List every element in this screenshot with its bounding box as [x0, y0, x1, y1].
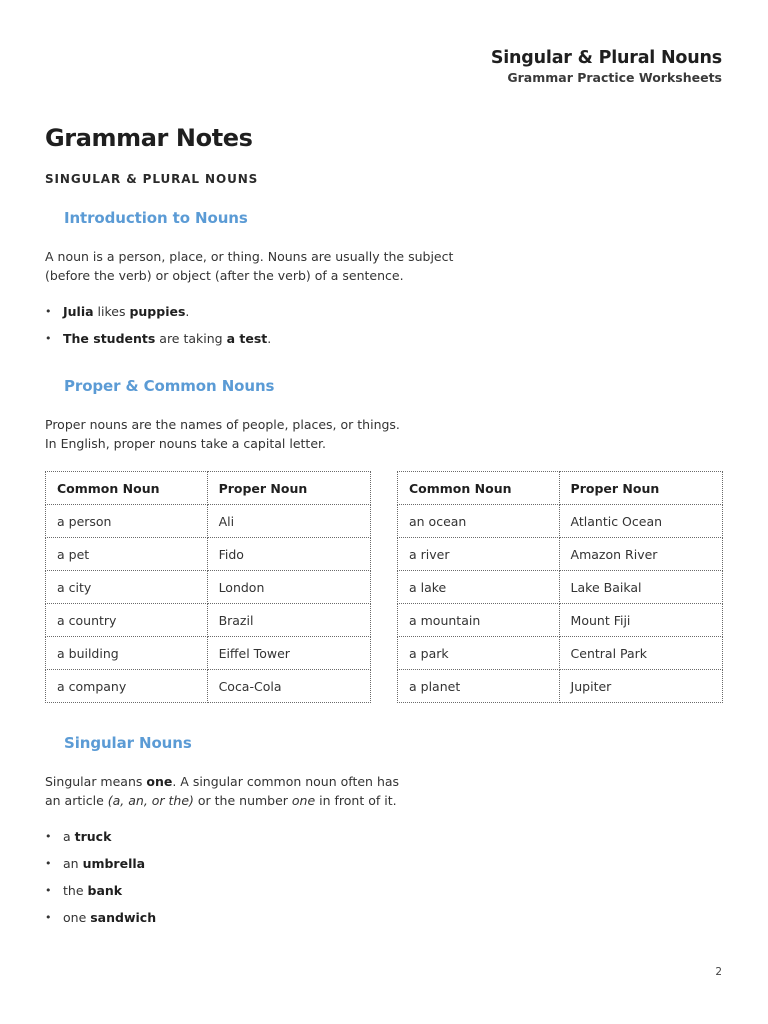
column-header-common: Common Noun	[46, 472, 208, 505]
table-row	[398, 637, 723, 670]
example-verb: are taking	[155, 331, 227, 346]
intro-paragraph-line: A noun is a person, place, or thing. Nouns are usually the subject	[45, 249, 454, 264]
number-italic: one	[291, 792, 316, 808]
common-noun-cell: a river	[398, 538, 560, 571]
text-run: Singular means	[45, 774, 147, 789]
proper-noun-cell: Fido	[207, 538, 370, 571]
list-item	[45, 330, 271, 357]
example-subject: The students	[63, 331, 156, 346]
singular-paragraph-line	[45, 773, 399, 792]
example-subject: Julia	[63, 304, 94, 319]
intro-paragraph	[45, 248, 453, 285]
common-noun-cell: a building	[46, 637, 208, 670]
common-noun-cell: a mountain	[398, 604, 560, 637]
header-title: Singular & Plural Nouns	[490, 48, 722, 68]
text-run: an article	[45, 792, 108, 808]
proper-noun-cell: Brazil	[207, 604, 370, 637]
proper-common-paragraph-line: In English, proper nouns take a capital letter.	[45, 435, 326, 451]
table-row	[398, 505, 723, 538]
table-row	[398, 538, 723, 571]
intro-heading: Introduction to Nouns	[64, 209, 248, 227]
page-number: 2	[715, 966, 722, 978]
intro-example-list	[45, 303, 271, 357]
example-object: puppies	[129, 304, 186, 319]
common-noun-cell: a country	[46, 604, 208, 637]
list-item	[45, 303, 271, 330]
proper-noun-cell: Coca-Cola	[207, 670, 370, 703]
proper-noun-cell: Eiffel Tower	[207, 637, 370, 670]
articles-italic: (a, an, or the)	[107, 792, 194, 808]
common-noun-cell: a planet	[398, 670, 560, 703]
noun-table-right	[397, 471, 723, 703]
page-title: Grammar Notes	[45, 124, 253, 152]
proper-noun-cell: Central Park	[559, 637, 722, 670]
intro-paragraph-line: (before the verb) or object (after the verb) of a sentence.	[45, 267, 404, 283]
common-noun-cell: a company	[46, 670, 208, 703]
common-noun-cell: a person	[46, 505, 208, 538]
list-item	[45, 828, 156, 855]
table-header-row	[46, 472, 371, 505]
list-item	[45, 855, 156, 882]
bullet-icon: •	[45, 830, 52, 843]
proper-noun-cell: London	[207, 571, 370, 604]
singular-example-list	[45, 828, 156, 936]
common-noun-cell: a park	[398, 637, 560, 670]
text-run: or the number	[193, 792, 292, 808]
example-verb: likes	[93, 304, 130, 319]
bullet-icon: •	[45, 911, 52, 924]
column-header-proper: Proper Noun	[559, 472, 722, 505]
example-noun: bank	[87, 883, 123, 898]
table-row	[398, 604, 723, 637]
table-row	[46, 505, 371, 538]
column-header-proper: Proper Noun	[207, 472, 370, 505]
bullet-icon: •	[45, 332, 52, 345]
singular-paragraph	[45, 773, 399, 810]
proper-noun-cell: Jupiter	[559, 670, 722, 703]
text-run: . A singular common noun often has	[172, 774, 400, 789]
proper-noun-cell: Ali	[207, 505, 370, 538]
example-noun: umbrella	[82, 856, 146, 871]
example-period: .	[185, 304, 190, 319]
document-header	[491, 47, 722, 86]
example-article: the	[63, 883, 88, 898]
text-run: in front of it.	[315, 792, 397, 808]
common-noun-cell: a lake	[398, 571, 560, 604]
proper-noun-cell: Amazon River	[559, 538, 722, 571]
section-kicker: SINGULAR & PLURAL NOUNS	[45, 172, 259, 186]
proper-noun-cell: Lake Baikal	[559, 571, 722, 604]
bullet-icon: •	[45, 884, 52, 897]
example-article: an	[63, 856, 83, 871]
list-item	[45, 882, 156, 909]
column-header-common: Common Noun	[398, 472, 560, 505]
table-row	[46, 571, 371, 604]
proper-common-paragraph	[45, 416, 400, 453]
table-row	[46, 538, 371, 571]
bullet-icon: •	[45, 305, 52, 318]
example-period: .	[267, 331, 272, 346]
header-subtitle: Grammar Practice Worksheets	[507, 70, 722, 85]
common-noun-cell: a pet	[46, 538, 208, 571]
table-row	[46, 604, 371, 637]
bullet-icon: •	[45, 857, 52, 870]
example-noun: sandwich	[90, 910, 157, 925]
example-article: a	[63, 829, 75, 844]
singular-paragraph-line	[45, 792, 399, 811]
proper-noun-cell: Mount Fiji	[559, 604, 722, 637]
proper-common-heading: Proper & Common Nouns	[64, 377, 275, 395]
proper-noun-cell: Atlantic Ocean	[559, 505, 722, 538]
table-row	[46, 637, 371, 670]
example-noun: truck	[74, 829, 112, 844]
noun-table-left	[45, 471, 371, 703]
common-noun-cell: an ocean	[398, 505, 560, 538]
example-object: a test	[226, 331, 268, 346]
table-row	[46, 670, 371, 703]
emphasis-one: one	[146, 774, 173, 789]
table-row	[398, 670, 723, 703]
proper-common-paragraph-line: Proper nouns are the names of people, places, or things.	[45, 417, 400, 432]
example-article: one	[63, 910, 91, 925]
table-header-row	[398, 472, 723, 505]
list-item	[45, 909, 156, 936]
table-row	[398, 571, 723, 604]
singular-heading: Singular Nouns	[64, 734, 192, 752]
common-noun-cell: a city	[46, 571, 208, 604]
